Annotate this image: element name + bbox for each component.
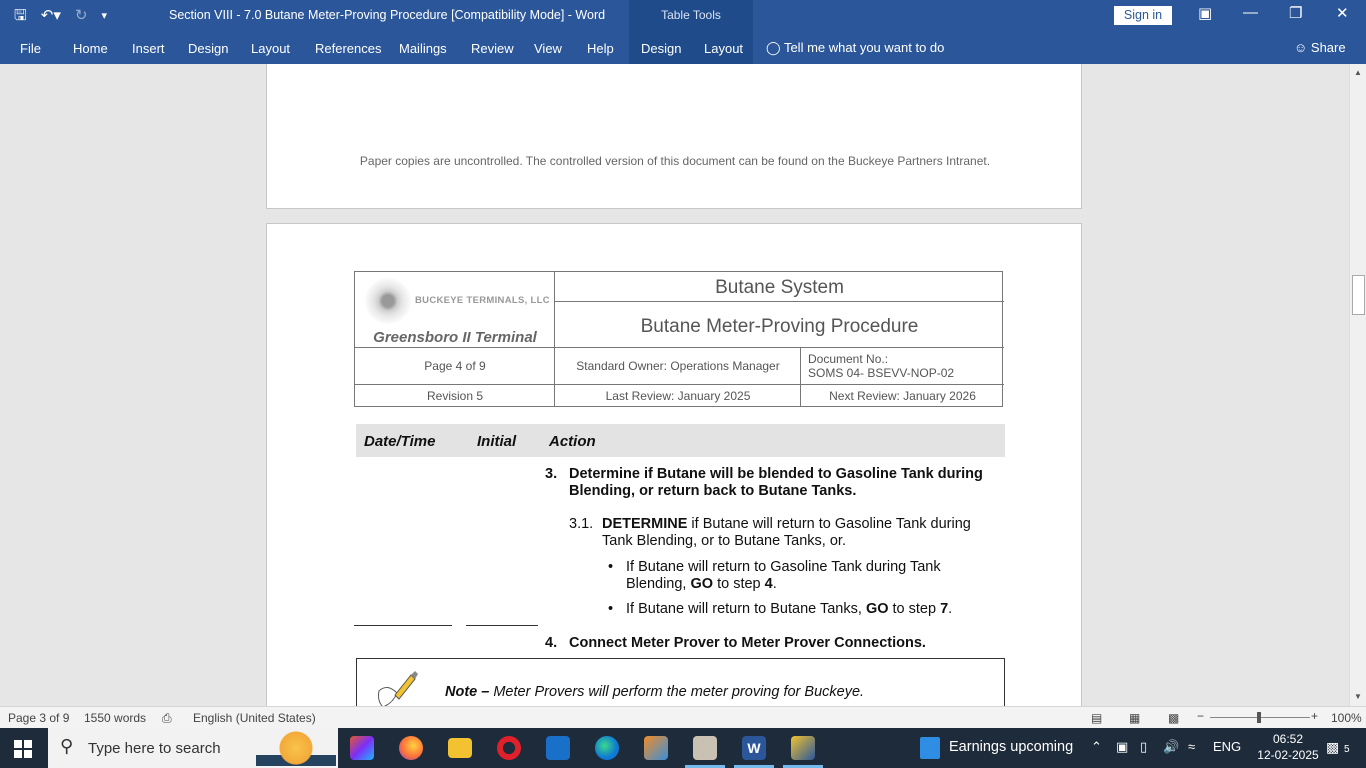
step-3-number: 3. (545, 466, 558, 482)
clock-date: 12-02-2025 (1257, 748, 1319, 762)
opera-icon[interactable] (497, 736, 521, 760)
document-canvas[interactable] (0, 64, 1349, 706)
bullet-2-text: If Butane will return to Butane Tanks, (626, 601, 866, 617)
quick-access-toolbar (14, 6, 107, 26)
search-placeholder: Type here to search (88, 740, 221, 757)
lightbulb-icon: ◯ (766, 40, 781, 55)
note-label: Note – (445, 684, 490, 700)
bullet-go-step-4 (626, 559, 956, 593)
notification-icon[interactable]: ▩ (1326, 739, 1340, 755)
tab-home[interactable]: Home (73, 41, 108, 56)
close-icon[interactable]: ✕ (1336, 5, 1349, 22)
clock-time: 06:52 (1272, 732, 1304, 746)
save-icon[interactable]: 🖫 (14, 7, 27, 24)
page-number: Page 4 of 9 (424, 359, 486, 373)
volume-icon[interactable]: 🔊 (1163, 739, 1180, 754)
step-3-1-text (602, 516, 982, 550)
owner-cell (555, 348, 801, 385)
tab-review[interactable]: Review (471, 41, 514, 56)
restore-icon[interactable]: ❐ (1289, 5, 1303, 22)
pen-note-icon (375, 669, 419, 706)
column-date-time: Date/Time (364, 433, 436, 450)
column-initial: Initial (477, 433, 517, 450)
bullet-1-text: If Butane will return to Gasoline Tank during Tank Blending, (626, 559, 941, 592)
edge-icon[interactable] (595, 736, 619, 760)
zoom-level[interactable]: 100% (1331, 711, 1362, 725)
vertical-scrollbar[interactable] (1349, 64, 1366, 706)
system-clock[interactable] (1257, 731, 1319, 763)
read-mode-icon[interactable]: ▤ (1091, 711, 1103, 725)
word-count[interactable]: 1550 words (84, 711, 147, 725)
taskbar-search-box[interactable] (48, 728, 338, 768)
table-tools-label: Table Tools (661, 8, 721, 22)
bullet-1-mid: to step (713, 576, 765, 592)
logo-cell (355, 272, 555, 348)
note-body: Meter Provers will perform the meter proving for Buckeye. (489, 684, 865, 700)
column-header-row (356, 424, 1005, 457)
tab-view[interactable]: View (534, 41, 562, 56)
tab-layout[interactable]: Layout (251, 41, 291, 56)
next-review: Next Review: January 2026 (829, 389, 976, 403)
next-review-cell (801, 385, 1004, 407)
tell-me-label: Tell me what you want to do (783, 40, 945, 55)
header-table[interactable] (354, 271, 1003, 407)
scroll-down-icon[interactable]: ▼ (1354, 692, 1362, 701)
document-number: SOMS 04- BSEVV-NOP-02 (808, 366, 955, 380)
step-4-number: 4. (545, 635, 558, 651)
tab-file[interactable]: File (20, 41, 41, 56)
ribbon-display-icon[interactable]: ▣ (1198, 5, 1213, 22)
tool-app-icon[interactable] (791, 736, 815, 760)
step-3-1-rest: if Butane will return to Gasoline Tank during Tank Blending, or to Butane Tanks, or. (602, 516, 971, 549)
proofing-icon[interactable]: ⎙ (162, 711, 172, 725)
battery-icon[interactable]: ▯ (1140, 739, 1148, 754)
file-explorer-icon[interactable] (448, 738, 472, 758)
standard-owner: Standard Owner: Operations Manager (576, 359, 780, 373)
company-name: BUCKEYE TERMINALS, LLC (415, 295, 550, 306)
print-layout-icon[interactable]: ▦ (1129, 711, 1141, 725)
document-title: Section VIII - 7.0 Butane Meter-Proving Procedure [Compatibility Mode] - Word (169, 8, 606, 22)
news-icon (920, 737, 940, 759)
page-count[interactable]: Page 3 of 9 (8, 711, 70, 725)
tab-design[interactable]: Design (188, 41, 229, 56)
tab-table-layout[interactable]: Layout (704, 41, 744, 56)
show-hidden-icons[interactable]: ⌃ (1091, 739, 1102, 754)
minimize-icon[interactable]: — (1243, 4, 1258, 21)
terminal-name: Greensboro II Terminal (373, 329, 537, 346)
note-text (445, 684, 864, 700)
bullet-go-step-7 (626, 601, 986, 618)
bullet-1-post: . (772, 576, 777, 592)
bullet-1-step: 4 (764, 576, 773, 592)
revision: Revision 5 (426, 389, 484, 403)
bullet-2-step: 7 (940, 601, 949, 617)
bullet-2-mid: to step (888, 601, 941, 617)
tell-me-search[interactable] (766, 40, 944, 56)
initial-signature-line[interactable] (466, 625, 538, 626)
system-cell (555, 272, 1004, 302)
column-action: Action (549, 433, 596, 450)
notification-count: 5 (1344, 744, 1350, 755)
step-3-1-number: 3.1. (569, 516, 594, 532)
system-title: Butane System (715, 277, 844, 298)
table-tools-group (629, 0, 753, 64)
page-cell (355, 348, 555, 385)
tab-mailings[interactable]: Mailings (399, 41, 447, 56)
undo-icon[interactable]: ↶▾ (40, 7, 61, 24)
tab-table-design[interactable]: Design (641, 41, 682, 56)
scroll-thumb[interactable] (1352, 275, 1365, 315)
taskbar (0, 728, 1366, 768)
zoom-in-icon[interactable]: + (1311, 709, 1319, 723)
status-bar (0, 706, 1366, 728)
last-review: Last Review: January 2025 (605, 389, 751, 403)
copilot-icon[interactable] (350, 736, 374, 760)
revision-cell (355, 385, 555, 407)
page-3 (266, 64, 1082, 209)
news-widget[interactable] (918, 728, 1078, 768)
tab-insert[interactable]: Insert (132, 41, 165, 56)
search-icon: ⚲ (60, 736, 74, 756)
note-box (356, 658, 1005, 706)
docno-cell (801, 348, 1004, 385)
tab-references[interactable]: References (315, 41, 382, 56)
customize-qat-icon[interactable]: ▾ (101, 10, 107, 22)
bullet-1-go: GO (690, 576, 714, 592)
document-viewer-icon[interactable] (693, 736, 717, 760)
step-3-text: Determine if Butane will be blended to Gasoline Tank during Blending, or return back to Butane Tanks. (569, 466, 983, 499)
sign-in-button[interactable]: Sign in (1114, 6, 1172, 25)
scroll-up-icon[interactable]: ▲ (1354, 68, 1362, 77)
mail-icon[interactable] (546, 736, 570, 760)
windows-start-icon[interactable] (14, 740, 32, 758)
bullet-2-post: . (948, 601, 953, 617)
web-layout-icon[interactable]: ▩ (1168, 711, 1180, 725)
zoom-slider-thumb[interactable] (1257, 712, 1261, 723)
network-icon[interactable]: ≈ (1188, 739, 1196, 754)
buckeye-logo-icon (365, 278, 411, 324)
procedure-title: Butane Meter-Proving Procedure (640, 316, 919, 337)
redo-icon[interactable]: ↻ (74, 7, 88, 24)
person-icon: ☺ (1294, 40, 1308, 55)
page-4 (266, 223, 1082, 706)
step-4-text: Connect Meter Prover to Meter Prover Connections. (569, 635, 926, 651)
date-time-signature-line[interactable] (354, 625, 452, 626)
search-highlight-art (256, 730, 336, 766)
procedure-cell (555, 302, 1004, 348)
news-text: Earnings upcoming (949, 739, 1074, 755)
footer-note: Paper copies are uncontrolled. The controlled version of this document can be found on the Buckeye Partners Intranet. (359, 154, 991, 168)
tab-help[interactable]: Help (587, 41, 614, 56)
app-icon[interactable] (644, 736, 668, 760)
bullet-2-go: GO (865, 601, 889, 617)
determine-keyword: DETERMINE (602, 516, 688, 532)
firefox-icon[interactable] (399, 736, 423, 760)
last-review-cell (555, 385, 801, 407)
zoom-out-icon[interactable]: − (1197, 709, 1205, 723)
word-icon[interactable]: W (742, 736, 766, 760)
share-label: Share (1310, 40, 1346, 55)
document-number-label: Document No.: (808, 352, 889, 366)
language-indicator[interactable]: English (United States) (193, 711, 316, 725)
meet-now-icon[interactable]: ▣ (1116, 739, 1129, 754)
input-language[interactable]: ENG (1213, 739, 1242, 754)
share-button[interactable] (1294, 40, 1346, 55)
